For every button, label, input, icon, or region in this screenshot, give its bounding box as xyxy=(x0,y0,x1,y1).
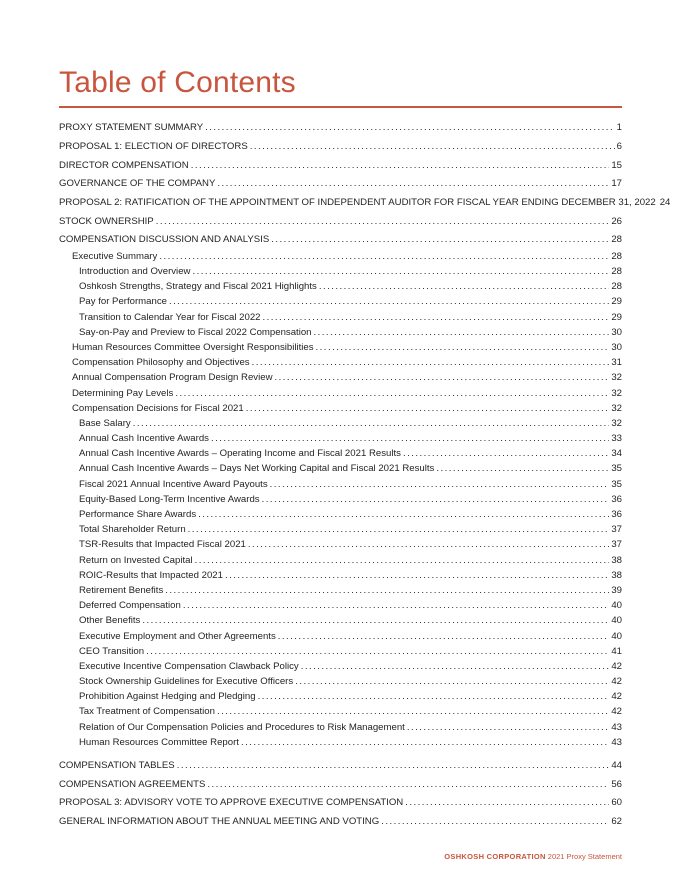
toc-entry-label: Transition to Calendar Year for Fiscal 2022 xyxy=(79,311,261,323)
toc-entry-page: 26 xyxy=(611,215,622,227)
toc-dot-leader xyxy=(188,522,610,537)
toc-entry-label: Annual Compensation Program Design Review xyxy=(72,372,273,384)
toc-dot-leader xyxy=(169,294,609,309)
toc-dot-leader xyxy=(207,777,609,794)
toc-entry[interactable] xyxy=(59,176,622,193)
toc-entry[interactable] xyxy=(59,735,622,750)
toc-dot-leader xyxy=(195,553,610,568)
toc-entry-page: 38 xyxy=(611,554,622,566)
toc-dot-leader xyxy=(271,232,609,249)
toc-entry-page: 32 xyxy=(611,372,622,384)
toc-entry-page: 39 xyxy=(611,584,622,596)
toc-entry-page: 30 xyxy=(611,341,622,353)
toc-entry-page: 38 xyxy=(611,569,622,581)
toc-entry-label: Annual Cash Incentive Awards xyxy=(79,433,209,445)
toc-entry-label: Compensation Decisions for Fiscal 2021 xyxy=(72,402,244,414)
toc-entry-label: Executive Summary xyxy=(72,250,158,262)
toc-entry-page: 29 xyxy=(611,296,622,308)
toc-entry-label: Deferred Compensation xyxy=(79,600,181,612)
toc-entry-page: 33 xyxy=(611,433,622,445)
toc-entry-page: 41 xyxy=(611,645,622,657)
toc-entry[interactable] xyxy=(59,340,622,355)
toc-dot-leader xyxy=(263,310,610,325)
toc-entry[interactable] xyxy=(59,553,622,568)
toc-entry-label: GENERAL INFORMATION ABOUT THE ANNUAL MEETING AND VOTING xyxy=(59,816,380,828)
toc-entry-page: 37 xyxy=(611,539,622,551)
toc-entry-page: 30 xyxy=(611,326,622,338)
toc-entry[interactable] xyxy=(59,758,622,775)
footer-document: 2021 Proxy Statement xyxy=(547,852,622,861)
toc-entry[interactable] xyxy=(59,279,622,294)
toc-entry-page: 32 xyxy=(611,387,622,399)
toc-entry-page: 40 xyxy=(611,630,622,642)
toc-entry-page: 62 xyxy=(611,816,622,828)
toc-entry[interactable] xyxy=(59,416,622,431)
toc-entry-label: Equity-Based Long-Term Incentive Awards xyxy=(79,493,260,505)
toc-dot-leader xyxy=(146,644,609,659)
toc-entry-page: 28 xyxy=(611,281,622,293)
toc-entry-label: DIRECTOR COMPENSATION xyxy=(59,159,189,171)
toc-entry-page: 43 xyxy=(611,721,622,733)
toc-entry-page: 32 xyxy=(611,417,622,429)
toc-dot-leader xyxy=(407,720,610,735)
toc-entry-label: Determining Pay Levels xyxy=(72,387,174,399)
toc-entry-page: 36 xyxy=(611,493,622,505)
toc-entry-label: PROPOSAL 3: ADVISORY VOTE TO APPROVE EXECUTIVE COMPENSATION xyxy=(59,797,404,809)
toc-entry-page: 15 xyxy=(611,159,622,171)
toc-entry-page: 29 xyxy=(611,311,622,323)
toc-entry[interactable] xyxy=(59,294,622,309)
toc-dot-leader xyxy=(211,431,609,446)
toc-dot-leader xyxy=(319,279,609,294)
toc-dot-leader xyxy=(301,659,610,674)
toc-entry[interactable] xyxy=(59,568,622,583)
toc-dot-leader xyxy=(295,674,609,689)
toc-entry-page: 1 xyxy=(616,122,622,134)
toc-entry[interactable] xyxy=(59,613,622,628)
toc-entry-page: 44 xyxy=(611,760,622,771)
toc-entry-label: Executive Incentive Compensation Clawback Policy xyxy=(79,660,299,672)
toc-entry[interactable] xyxy=(59,583,622,598)
toc-entry-page: 60 xyxy=(611,797,622,809)
toc-entry-label: ROIC-Results that Impacted 2021 xyxy=(79,569,223,581)
toc-entry-page: 34 xyxy=(611,448,622,460)
toc-dot-leader xyxy=(403,446,609,461)
toc-entry[interactable] xyxy=(59,446,622,461)
toc-entry[interactable] xyxy=(59,264,622,279)
toc-dot-leader xyxy=(217,704,609,719)
toc-dot-leader xyxy=(177,758,610,775)
toc-entry[interactable] xyxy=(59,814,622,831)
toc-dot-leader xyxy=(159,249,609,264)
toc-entry-label: Retirement Benefits xyxy=(79,584,164,596)
toc-entry[interactable] xyxy=(59,249,622,264)
toc-entry-label: Return on Invested Capital xyxy=(79,554,193,566)
toc-entry[interactable] xyxy=(59,461,622,476)
toc-entry[interactable] xyxy=(59,370,622,385)
toc-dot-leader xyxy=(275,370,610,385)
toc-entry[interactable] xyxy=(59,522,622,537)
toc-entry[interactable] xyxy=(59,355,622,370)
toc-dot-leader xyxy=(248,537,609,552)
toc-entry[interactable] xyxy=(59,689,622,704)
toc-entry-page: 35 xyxy=(611,463,622,475)
toc-entry-label: Oshkosh Strengths, Strategy and Fiscal 2021 Highlights xyxy=(79,281,317,293)
toc-entry-page: 42 xyxy=(611,691,622,703)
toc-entry-label: Compensation Philosophy and Objectives xyxy=(72,357,250,369)
toc-entry[interactable] xyxy=(59,310,622,325)
toc-entry[interactable] xyxy=(59,386,622,401)
toc-entry-page: 17 xyxy=(611,178,622,190)
toc-entry-label: Human Resources Committee Oversight Responsibilities xyxy=(72,341,314,353)
toc-entry-page: 35 xyxy=(611,478,622,490)
toc-entry-page: 42 xyxy=(611,660,622,672)
toc-entry-label: PROXY STATEMENT SUMMARY xyxy=(59,122,204,134)
toc-entry[interactable] xyxy=(59,629,622,644)
toc-entry-page: 28 xyxy=(611,234,622,246)
toc-dot-leader xyxy=(316,340,610,355)
toc-entry[interactable] xyxy=(59,232,622,249)
toc-entry-label: COMPENSATION DISCUSSION AND ANALYSIS xyxy=(59,234,270,246)
toc-dot-leader xyxy=(217,176,609,193)
toc-entry[interactable] xyxy=(59,720,622,735)
toc-entry-label: COMPENSATION AGREEMENTS xyxy=(59,778,206,790)
toc-dot-leader xyxy=(225,568,609,583)
toc-dot-leader xyxy=(191,158,610,175)
toc-entry-label: Base Salary xyxy=(79,417,131,429)
toc-entry[interactable] xyxy=(59,139,622,156)
toc-dot-leader xyxy=(205,120,615,137)
toc-dot-leader xyxy=(314,325,610,340)
toc-entry[interactable] xyxy=(59,214,622,231)
toc-entry-label: Say-on-Pay and Preview to Fiscal 2022 Compensation xyxy=(79,326,312,338)
toc-entry-label: Pay for Performance xyxy=(79,296,167,308)
toc-entry-label: GOVERNANCE OF THE COMPANY xyxy=(59,178,216,190)
toc-entry[interactable] xyxy=(59,644,622,659)
toc-entry-page: 28 xyxy=(611,250,622,262)
toc-entry[interactable] xyxy=(59,674,622,689)
toc-dot-leader xyxy=(405,795,609,812)
toc-entry[interactable] xyxy=(59,401,622,416)
toc-entry[interactable] xyxy=(59,431,622,446)
toc-entry-page: 40 xyxy=(611,615,622,627)
toc-entry[interactable] xyxy=(59,507,622,522)
toc-dot-leader xyxy=(258,689,610,704)
toc-dot-leader xyxy=(262,492,610,507)
toc-entry-label: Performance Share Awards xyxy=(79,509,197,520)
toc-entry[interactable] xyxy=(59,120,622,137)
toc-dot-leader xyxy=(246,401,610,416)
page-title: Table of Contents xyxy=(59,66,296,99)
toc-entry-label: COMPENSATION TABLES xyxy=(59,760,175,771)
footer-company: OSHKOSH CORPORATION xyxy=(444,852,546,861)
toc-entry-label: Other Benefits xyxy=(79,615,141,627)
toc-entry[interactable] xyxy=(59,537,622,552)
toc-entry[interactable] xyxy=(59,795,622,812)
toc-entry-page: 40 xyxy=(611,600,622,612)
toc-entry-page: 32 xyxy=(611,402,622,414)
toc-entry[interactable] xyxy=(59,492,622,507)
toc-entry-label: Total Shareholder Return xyxy=(79,524,186,536)
toc-entry-page: 31 xyxy=(611,357,622,369)
toc-entry[interactable] xyxy=(59,325,622,340)
toc-dot-leader xyxy=(183,598,609,613)
toc-entry-label: Tax Treatment of Compensation xyxy=(79,706,215,718)
toc-dot-leader xyxy=(165,583,609,598)
toc-entry-label: Annual Cash Incentive Awards – Days Net Working Capital and Fiscal 2021 Results xyxy=(79,463,435,475)
toc-entry-label: STOCK OWNERSHIP xyxy=(59,215,154,227)
toc-dot-leader xyxy=(436,461,609,476)
toc-entry[interactable] xyxy=(59,659,622,674)
toc-entry[interactable] xyxy=(59,598,622,613)
title-rule xyxy=(59,106,622,108)
toc-entry-label: Relation of Our Compensation Policies and Procedures to Risk Management xyxy=(79,721,405,733)
toc-dot-leader xyxy=(192,264,609,279)
toc-entry-label: PROPOSAL 1: ELECTION OF DIRECTORS xyxy=(59,140,248,152)
toc-dot-leader xyxy=(198,507,609,522)
toc-entry[interactable] xyxy=(59,704,622,719)
toc-entry-page: 43 xyxy=(611,736,622,748)
toc-dot-leader xyxy=(175,386,609,401)
toc-entry-label: Executive Employment and Other Agreements xyxy=(79,630,276,642)
toc-dot-leader xyxy=(241,735,609,750)
toc-dot-leader xyxy=(270,477,610,492)
toc-entry-label: Stock Ownership Guidelines for Executive Officers xyxy=(79,676,294,688)
toc-dot-leader xyxy=(278,629,610,644)
page-footer xyxy=(444,852,622,861)
toc-entry[interactable] xyxy=(59,195,671,212)
toc-entry-page: 42 xyxy=(611,706,622,718)
toc-entry-label: Annual Cash Incentive Awards – Operating Income and Fiscal 2021 Results xyxy=(79,448,401,460)
toc-entry[interactable] xyxy=(59,777,622,794)
toc-entry-page: 37 xyxy=(611,524,622,536)
toc-entry-page: 6 xyxy=(616,140,622,152)
toc-dot-leader xyxy=(133,416,610,431)
toc-entry-label: TSR-Results that Impacted Fiscal 2021 xyxy=(79,539,246,551)
toc-entry-page: 28 xyxy=(611,266,622,277)
toc-entry-label: Human Resources Committee Report xyxy=(79,736,239,748)
toc-entry-label: Fiscal 2021 Annual Incentive Award Payouts xyxy=(79,478,268,490)
toc-dot-leader xyxy=(250,139,615,156)
toc-dot-leader xyxy=(156,214,610,231)
toc-entry-label: PROPOSAL 2: RATIFICATION OF THE APPOINTMENT OF INDEPENDENT AUDITOR FOR FISCAL YEAR ENDING DECEMBER 31, 2022 xyxy=(59,196,656,208)
toc-entry-page: 56 xyxy=(611,778,622,790)
table-of-contents xyxy=(59,118,671,831)
toc-dot-leader xyxy=(252,355,610,370)
toc-entry[interactable] xyxy=(59,477,622,492)
toc-entry-label: CEO Transition xyxy=(79,645,145,657)
toc-entry[interactable] xyxy=(59,158,622,175)
toc-dot-leader xyxy=(142,613,609,628)
toc-entry-label: Introduction and Overview xyxy=(79,266,191,277)
toc-entry-label: Prohibition Against Hedging and Pledging xyxy=(79,691,256,703)
toc-entry-page: 42 xyxy=(611,676,622,688)
toc-dot-leader xyxy=(381,814,609,831)
toc-entry-page: 36 xyxy=(611,509,622,520)
toc-entry-page: 24 xyxy=(659,196,671,208)
